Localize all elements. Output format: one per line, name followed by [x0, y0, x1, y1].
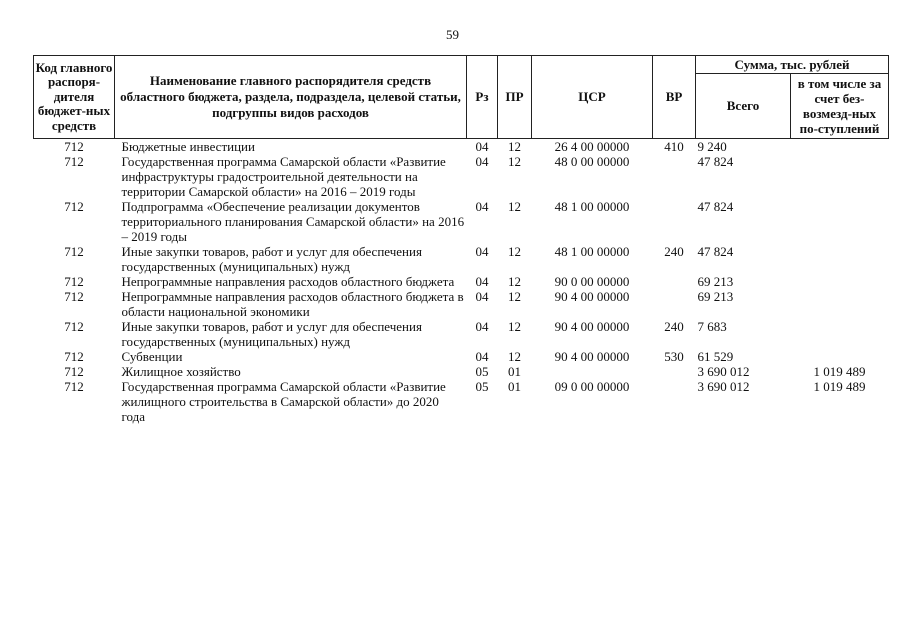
- header-name: Наименование главного распорядителя средств областного бюджета, раздела, подраздела, целевой статьи, подгруппы видов расходов: [115, 56, 467, 139]
- cell-pr: 12: [508, 289, 521, 304]
- cell-rz: 04: [475, 289, 489, 304]
- cell-code: 712: [64, 319, 84, 334]
- header-rz: Рз: [467, 56, 498, 139]
- cell-vr: [653, 199, 696, 244]
- cell-name: Государственная программа Самарской области «Развитие жилищного строительства в Самарской области» до 2020 года: [121, 379, 446, 424]
- cell-csr: 90 0 00 00000: [554, 274, 630, 289]
- header-csr: ЦСР: [532, 56, 653, 139]
- table-body: [34, 139, 889, 425]
- cell-free: [791, 289, 889, 319]
- cell-total: 47 824: [697, 244, 734, 259]
- page-number: 59: [446, 27, 459, 42]
- cell-csr: 90 4 00 00000: [554, 349, 630, 364]
- cell-pr: 12: [508, 244, 521, 259]
- cell-free: [791, 244, 889, 274]
- cell-rz: 04: [475, 139, 489, 154]
- header-pr: ПР: [498, 56, 532, 139]
- cell-pr: 12: [508, 154, 521, 169]
- cell-code: 712: [64, 244, 84, 259]
- cell-pr: 01: [508, 364, 521, 379]
- cell-vr: 240: [664, 244, 684, 259]
- header-total: Всего: [696, 74, 791, 139]
- cell-code: 712: [64, 289, 84, 304]
- cell-total: 69 213: [697, 274, 734, 289]
- cell-free: [791, 199, 889, 244]
- cell-free: [791, 139, 889, 155]
- cell-total: 61 529: [697, 349, 734, 364]
- cell-code: 712: [64, 139, 84, 154]
- cell-rz: 05: [475, 364, 489, 379]
- cell-total: 47 824: [697, 154, 734, 169]
- cell-csr: 26 4 00 00000: [554, 139, 630, 154]
- table-row: [34, 244, 889, 274]
- cell-vr: 240: [664, 319, 684, 334]
- cell-csr: 09 0 00 00000: [554, 379, 630, 394]
- cell-name: Государственная программа Самарской области «Развитие инфраструктуры градостроительной деятельности на территории Самарской области» на 2016 – 2019 годы: [121, 154, 446, 199]
- cell-name: Иные закупки товаров, работ и услуг для обеспечения государственных (муниципальных) нужд: [121, 319, 422, 349]
- cell-code: 712: [64, 349, 84, 364]
- header-code: Код главного распоря-дителя бюджет-ных средств: [34, 56, 115, 139]
- cell-free: [791, 349, 889, 364]
- cell-rz: 04: [475, 274, 489, 289]
- cell-rz: 04: [475, 154, 489, 169]
- cell-vr: [653, 289, 696, 319]
- cell-pr: 12: [508, 199, 521, 214]
- cell-name: Непрограммные направления расходов областного бюджета: [121, 274, 455, 289]
- cell-free: 1 019 489: [813, 364, 866, 379]
- cell-pr: 12: [508, 319, 521, 334]
- cell-csr: 48 1 00 00000: [554, 199, 630, 214]
- cell-total: 3 690 012: [697, 364, 750, 379]
- cell-vr: [653, 364, 696, 379]
- cell-name: Иные закупки товаров, работ и услуг для обеспечения государственных (муниципальных) нужд: [121, 244, 422, 274]
- table-row: [34, 154, 889, 199]
- table-row: [34, 139, 889, 155]
- cell-name: Непрограммные направления расходов областного бюджета в области национальной экономики: [121, 289, 464, 319]
- cell-free: [791, 274, 889, 289]
- cell-rz: 04: [475, 319, 489, 334]
- table-row: [34, 199, 889, 244]
- table-row: [34, 379, 889, 424]
- cell-code: 712: [64, 364, 84, 379]
- cell-code: 712: [64, 199, 84, 214]
- budget-table: [33, 55, 889, 424]
- cell-pr: 12: [508, 349, 521, 364]
- cell-total: 3 690 012: [697, 379, 750, 394]
- table-row: [34, 319, 889, 349]
- table-header: [34, 56, 889, 139]
- cell-code: 712: [64, 154, 84, 169]
- cell-name: Жилищное хозяйство: [121, 364, 241, 379]
- cell-csr: 90 4 00 00000: [554, 319, 630, 334]
- cell-name: Субвенции: [121, 349, 183, 364]
- cell-csr: 48 1 00 00000: [554, 244, 630, 259]
- cell-code: 712: [64, 274, 84, 289]
- cell-total: 47 824: [697, 199, 734, 214]
- cell-rz: 04: [475, 199, 489, 214]
- table-row: [34, 364, 889, 379]
- cell-code: 712: [64, 379, 84, 394]
- cell-total: 7 683: [697, 319, 727, 334]
- header-vr: ВР: [653, 56, 696, 139]
- cell-name: Бюджетные инвестиции: [121, 139, 255, 154]
- cell-vr: [653, 379, 696, 424]
- cell-free: [791, 319, 889, 349]
- cell-vr: 410: [664, 139, 684, 154]
- cell-vr: 530: [664, 349, 684, 364]
- cell-vr: [653, 154, 696, 199]
- cell-total: 69 213: [697, 289, 734, 304]
- table-row: [34, 349, 889, 364]
- cell-total: 9 240: [697, 139, 727, 154]
- cell-free: [791, 154, 889, 199]
- cell-csr: [532, 364, 653, 379]
- cell-csr: 90 4 00 00000: [554, 289, 630, 304]
- cell-pr: 01: [508, 379, 521, 394]
- table-row: [34, 289, 889, 319]
- cell-pr: 12: [508, 139, 521, 154]
- cell-free: 1 019 489: [813, 379, 866, 394]
- table-row: [34, 274, 889, 289]
- cell-rz: 04: [475, 244, 489, 259]
- header-free: в том числе за счет без-возмезд-ных по-ступлений: [791, 74, 889, 139]
- cell-csr: 48 0 00 00000: [554, 154, 630, 169]
- header-sum: Сумма, тыс. рублей: [696, 56, 889, 74]
- cell-pr: 12: [508, 274, 521, 289]
- cell-name: Подпрограмма «Обеспечение реализации документов территориального планирования Самарской области» на 2016 – 2019 годы: [121, 199, 465, 244]
- cell-vr: [653, 274, 696, 289]
- cell-rz: 04: [475, 349, 489, 364]
- cell-rz: 05: [475, 379, 489, 394]
